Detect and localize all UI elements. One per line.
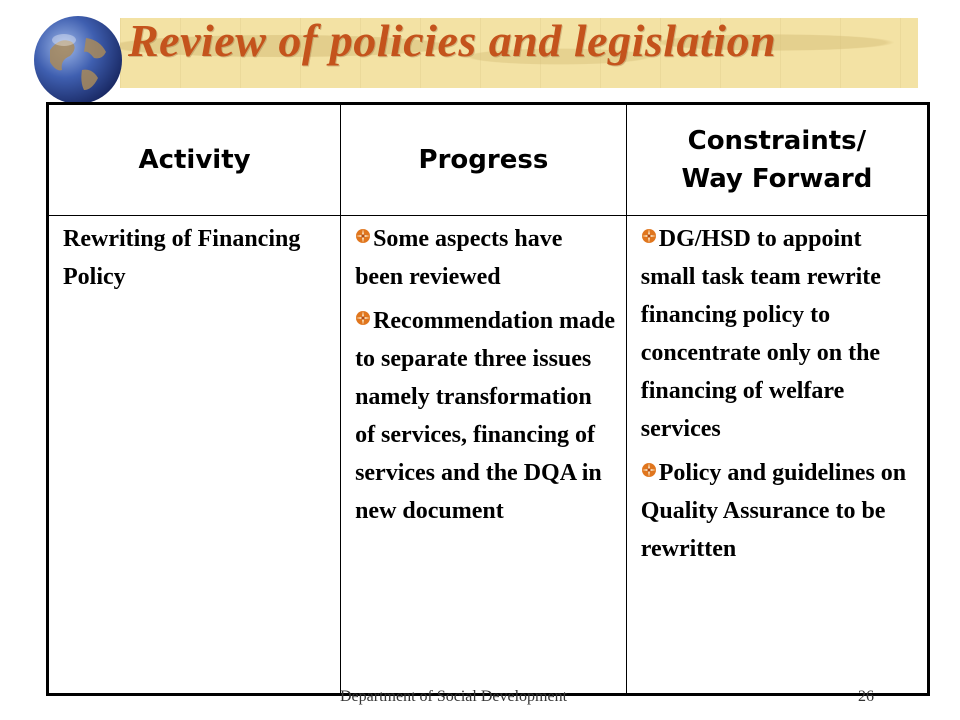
cell-activity: Rewriting of Financing Policy (48, 216, 341, 695)
header-progress: Progress (341, 104, 627, 216)
table-header-row (48, 104, 929, 216)
list-item (355, 302, 616, 530)
header-constraints (626, 104, 928, 216)
globe-icon (28, 10, 128, 110)
progress-text-2: Recommendation made to separate three issues namely transformation of services, financing of services and the DQA in new document (355, 308, 616, 524)
progress-text-1: Some aspects have been reviewed (355, 226, 563, 290)
compass-bullet-icon (641, 228, 657, 244)
list-item (641, 454, 917, 568)
cell-progress (341, 216, 627, 695)
constraints-text-1: DG/HSD to appoint small task team rewrite financing policy to concentrate only on the financing of welfare services (640, 226, 881, 442)
table-row (48, 216, 929, 695)
cell-constraints (626, 216, 928, 695)
slide-title: Review of policies and legislation (128, 15, 777, 66)
footer-department: Department of Social Development (340, 688, 568, 705)
page-number: 26 (858, 688, 874, 705)
header-activity: Activity (48, 104, 341, 216)
compass-bullet-icon (641, 462, 657, 478)
compass-bullet-icon (355, 228, 371, 244)
list-item (355, 220, 616, 296)
list-item (641, 220, 917, 448)
header-constraints-line1: Constraints/ (687, 126, 867, 156)
constraints-text-2: Policy and guidelines on Quality Assurance to be rewritten (640, 460, 907, 562)
policy-table (46, 102, 930, 696)
header-constraints-line2: Way Forward (681, 164, 873, 194)
compass-bullet-icon (355, 310, 371, 326)
